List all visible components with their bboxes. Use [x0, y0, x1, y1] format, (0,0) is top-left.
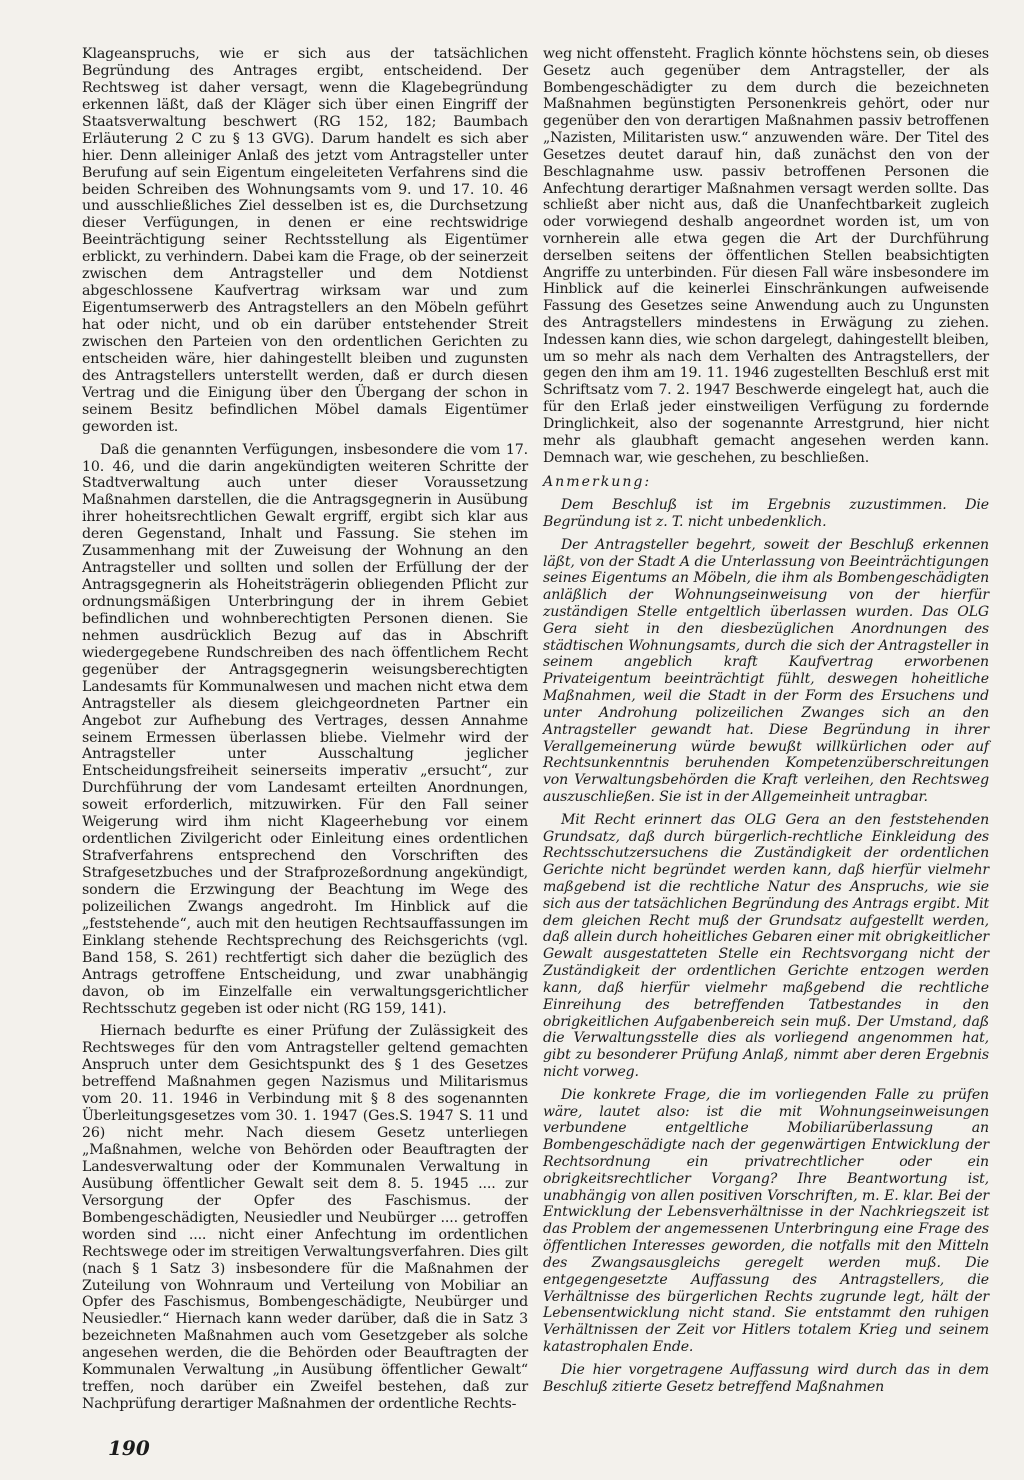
note-paragraph: Der Antragsteller begehrt, soweit der Beschluß erkennen läßt, von der Stadt A die Unterlassung von Beeinträchtigungen seines Eigentums an Möbeln, die ihm als Bombengeschädigten anläßlich der Wohnungseinweisung von der hierfür zuständigen Stelle entgeltlich überlassen wurden. Das OLG Gera sieht in den diesbezüglichen Anordnungen des städtischen Wohnungsamts, durch die sich der Antragsteller in seinem angeblich kraft Kaufvertrag erworbenen Privateigentum beeinträchtigt fühlt, deswegen hoheitliche Maßnahmen, weil die Stadt in der Form des Ersuchens und unter Androhung polizeilichen Zwanges sich an den Antragsteller gewandt hat. Diese Begründung in ihrer Verallgemeinerung würde bewußt willkürlichen oder auf Rechtsunkenntnis beruhenden Kompetenzüberschreitungen von Verwaltungsbehörden die Kraft verleihen, den Rechtsweg auszuschließen. Sie ist in der Allgemeinheit untragbar.: [543, 536, 989, 805]
right-column: [543, 46, 989, 1401]
left-column: [82, 46, 528, 1419]
note-paragraph: Mit Recht erinnert das OLG Gera an den feststehenden Grundsatz, daß durch bürgerlich-rechtliche Einkleidung des Rechtsschutzersuchens die Zuständigkeit der ordentlichen Gerichte nicht begründet werden kann, daß hierfür vielmehr maßgebend ist die rechtliche Natur des Anspruchs, wie sie sich aus der tatsächlichen Begründung des Antrags ergibt. Mit dem gleichen Recht muß der Grundsatz aufgestellt werden, daß allein durch hoheitliches Gebaren einer mit obrigkeitlicher Gewalt ausgestatteten Stelle ein Rechtsvorgang nicht der Zuständigkeit der ordentlichen Gerichte entzogen werden kann, daß hierfür vielmehr maßgebend die rechtliche Einreihung des betreffenden Tatbestandes in den obrigkeitlichen Aufgabenbereich sein muß. Der Umstand, daß die Verwaltungsstelle dies als vorliegend angenommen hat, gibt zu besonderer Prüfung Anlaß, nimmt aber deren Ergebnis nicht vorweg.: [543, 811, 989, 1080]
paragraph: weg nicht offensteht. Fraglich könnte höchstens sein, ob dieses Gesetz auch gegenüber dem Antragsteller, der als Bombengeschädigter zu dem durch die bezeichneten Maßnahmen begünstigten Personenkreis gehört, oder nur gegenüber den von derartigen Maßnahmen passiv betroffenen „Nazisten, Militaristen usw.“ anzuwenden wäre. Der Titel des Gesetzes deutet darauf hin, daß zunächst den von der Beschlagnahme usw. passiv betroffenen Personen die Anfechtung derartiger Maßnahmen versagt werden sollte. Das schließt aber nicht aus, daß die Unanfechtbarkeit zugleich oder vorwiegend deshalb angeordnet worden ist, um von vornherein alle etwa gegen die Art der Durchführung derselben seitens der öffentlichen Stellen beabsichtigten Angriffe zu unterbinden. Für diesen Fall wäre insbesondere im Hinblick auf die keinerlei Einschränkungen aufweisende Fassung des Gesetzes seine Anwendung auch zu Ungunsten des Antragstellers mindestens in Erwägung zu ziehen. Indessen kann dies, wie schon dargelegt, dahingestellt bleiben, um so mehr als nach dem Verhalten des Antragstellers, der gegen den ihm am 19. 11. 1946 zugestellten Beschluß erst mit Schriftsatz vom 7. 2. 1947 Beschwerde eingelegt hat, auch die für den Erlaß jeder einstweiligen Verfügung zu fordernde Dringlichkeit, also der sogenannte Arrestgrund, hier nicht mehr als glaubhaft gemacht angesehen werden kann. Demnach war, wie geschehen, zu beschließen.: [543, 46, 989, 466]
note-paragraph: Dem Beschluß ist im Ergebnis zuzustimmen. Die Begründung ist z. T. nicht unbedenklich.: [543, 497, 989, 530]
paragraph: Hiernach bedurfte es einer Prüfung der Zulässigkeit des Rechtsweges für den vom Antragsteller geltend gemachten Anspruch unter dem Gesichtspunkt des § 1 des Gesetzes betreffend Maßnahmen gegen Nazismus und Militarismus vom 20. 11. 1946 in Verbindung mit § 8 des sogenannten Überleitungsgesetzes vom 30. 1. 1947 (Ges.S. 1947 S. 11 und 26) nicht mehr. Nach diesem Gesetz unterliegen „Maßnahmen, welche von Behörden oder Beauftragten der Landesverwaltung oder der Kommunalen Verwaltung in Ausübung öffentlicher Gewalt seit dem 8. 5. 1945 .... zur Versorgung der Opfer des Faschismus. der Bombengeschädigten, Neusiedler und Neubürger .... getroffen worden sind .... nicht einer Anfechtung im ordentlichen Rechtswege oder im streitigen Verwaltungsverfahren. Dies gilt (nach § 1 Satz 3) insbesondere für die Maßnahmen der Zuteilung von Wohnraum und Verteilung von Mobiliar an Opfer des Faschismus, Bombengeschädigte, Neubürger und Neusiedler.“ Hiernach kann weder darüber, daß die in Satz 3 bezeichneten Maßnahmen auch vom Gesetzgeber als solche angesehen werden, die die Behörden oder Beauftragten der Kommunalen Verwaltung „in Ausübung öffentlicher Gewalt“ treffen, noch darüber ein Zweifel bestehen, daß zur Nachprüfung derartiger Maßnahmen der ordentliche Rechts-: [82, 1023, 528, 1413]
note-heading: Anmerkung:: [543, 474, 652, 491]
page-number: 190: [108, 1436, 150, 1460]
paragraph: Klageanspruchs, wie er sich aus der tatsächlichen Begründung des Antrages ergibt, entscheidend. Der Rechtsweg ist daher versagt, wenn die Klagebegründung erkennen läßt, daß der Kläger sich über einen Eingriff der Staatsverwaltung beschwert (RG 152, 182; Baumbach Erläuterung 2 C zu § 13 GVG). Darum handelt es sich aber hier. Denn alleiniger Anlaß des jetzt vom Antragsteller unter Berufung auf sein Eigentum eingeleiteten Verfahrens sind die beiden Schreiben des Wohnungsamts vom 9. und 17. 10. 46 und ausschließliches Ziel desselben ist es, die Durchsetzung dieser Verfügungen, in denen er eine rechtswidrige Beeinträchtigung seiner Rechtsstellung als Eigentümer erblickt, zu verhindern. Dabei kam die Frage, ob der seinerzeit zwischen dem Antragsteller und dem Notdienst abgeschlossene Kaufvertrag wirksam war und zum Eigentumserwerb des Antragstellers an den Möbeln geführt hat oder nicht, und ob ein darüber entstehender Streit zwischen den Parteien von den ordentlichen Gerichten zu entscheiden wäre, hier dahingestellt bleiben und zugunsten des Antragstellers unterstellt werden, daß er durch diesen Vertrag und die Einigung über den Übergang der schon in seinem Besitz befindlichen Möbel damals Eigentümer geworden ist.: [82, 46, 528, 435]
paragraph: Daß die genannten Verfügungen, insbesondere die vom 17. 10. 46, und die darin angekündigten weiteren Schritte der Stadtverwaltung auch unter dieser Voraussetzung Maßnahmen darstellen, die die Antragsgegnerin in Ausübung ihrer hoheitsrechtlichen Gewalt ergriff, ergibt sich klar aus deren Gegenstand, Inhalt und Fassung. Sie stehen im Zusammenhang mit der Zuweisung der Wohnung an den Antragsteller und sollten und sollen der Erfüllung der der Antragsgegnerin als Hoheitsträgerin obliegenden Pflicht zur ordnungsmäßigen Unterbringung der in ihrem Gebiet befindlichen und wohnberechtigten Personen dienen. Sie nehmen ausdrücklich Bezug auf das in Abschrift wiedergegebene Rundschreiben des nach öffentlichem Recht gegenüber der Antragsgegnerin weisungsberechtigten Landesamts für Kommunalwesen und machen nicht etwa dem Antragsteller als diesem gleichgeordneten Partner ein Angebot zur Aufhebung des Vertrages, dessen Annahme seinem Ermessen überlassen bliebe. Vielmehr wird der Antragsteller unter Ausschaltung jeglicher Entscheidungsfreiheit seinerseits imperativ „ersucht“, zur Durchführung der vom Landesamt erteilten Anordnungen, soweit erforderlich, mitzuwirken. Für den Fall seiner Weigerung wird ihm nicht Klageerhebung vor einem ordentlichen Zivilgericht oder Einleitung eines ordentlichen Strafverfahrens entsprechend den Vorschriften des Strafgesetzbuches und der Strafprozeßordnung angekündigt, sondern die Erzwingung der Beachtung im Wege des polizeilichen Zwangs angedroht. Im Hinblick auf die „feststehende“, auch mit den heutigen Rechtsauffassungen im Einklang stehende Rechtsprechung des Reichsgerichts (vgl. Band 158, S. 261) rechtfertigt sich daher die bezüglich des Antrags getroffene Entscheidung, und zwar unabhängig davon, ob im Einzelfalle ein verwaltungsgerichtlicher Rechtsschutz gegeben ist oder nicht (RG 159, 141).: [82, 441, 528, 1017]
note-paragraph: Die konkrete Frage, die im vorliegenden Falle zu prüfen wäre, lautet also: ist die mit Wohnungseinweisungen verbundene entgeltliche Mobiliarüberlassung an Bombengeschädigte nach der gegenwärtigen Entwicklung der Rechtsordnung ein privatrechtlicher oder ein obrigkeitsrechtlicher Vorgang? Ihre Beantwortung ist, unabhängig von allen positiven Vorschriften, m. E. klar. Bei der Entwicklung der Lebensverhältnisse in der Nachkriegszeit ist das Problem der angemessenen Unterbringung eine Frage des öffentlichen Interesses geworden, die notfalls mit den Mitteln des Zwangsausgleichs geregelt werden muß. Die entgegengesetzte Auffassung des Antragstellers, die Verhältnisse des bürgerlichen Rechts zugrunde legt, hält der Lebensentwicklung nicht stand. Sie entstammt den ruhigen Verhältnissen der Zeit vor Hitlers totalem Krieg und seinem katastrophalen Ende.: [543, 1086, 989, 1355]
annotation-section: [543, 497, 989, 1395]
note-paragraph: Die hier vorgetragene Auffassung wird durch das in dem Beschluß zitierte Gesetz betreffend Maßnahmen: [543, 1361, 989, 1395]
